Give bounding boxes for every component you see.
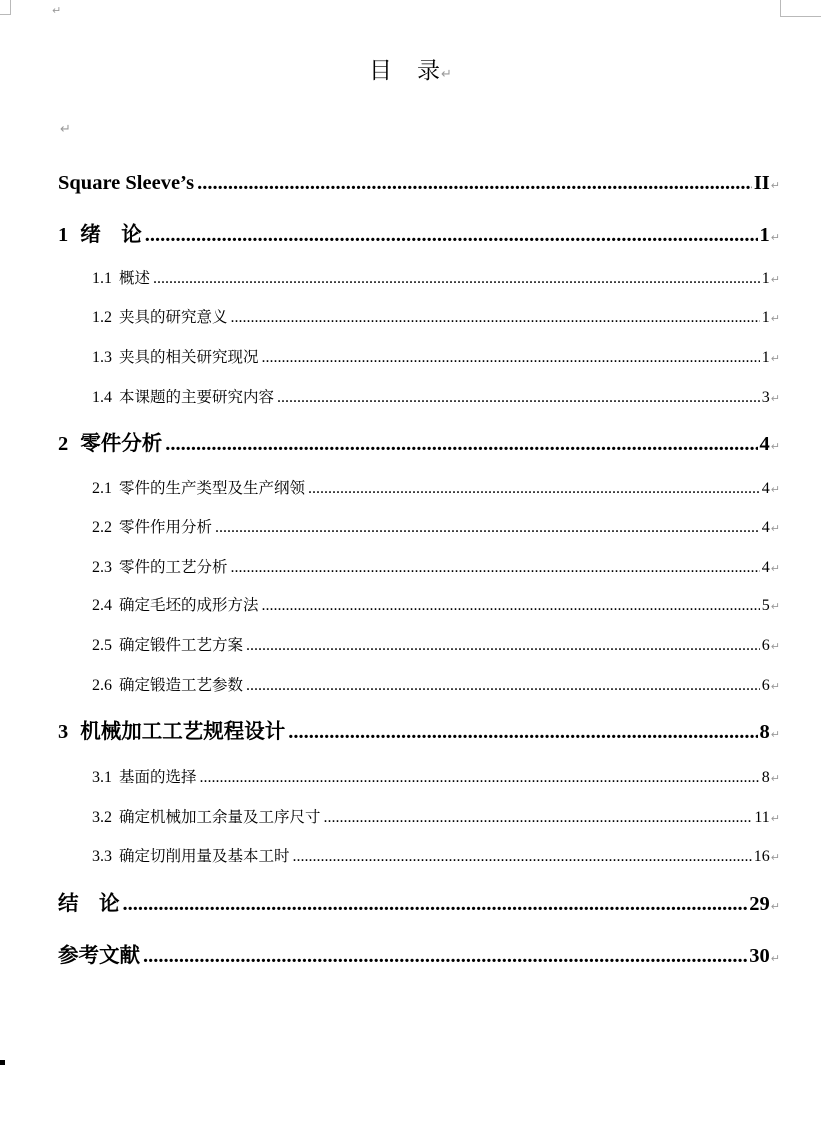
paragraph-mark: ↵ — [770, 231, 780, 244]
page-corner-top-right — [780, 0, 821, 17]
toc-entry[interactable] — [58, 722, 780, 743]
toc-entry-label: 概述 — [119, 269, 151, 287]
toc-entry[interactable] — [92, 481, 780, 497]
toc-leader-dots — [231, 560, 760, 576]
toc-entry-label: 参考文献 — [58, 945, 140, 967]
toc-entry-page: 6 — [761, 677, 770, 694]
toc-leader-dots — [262, 350, 760, 366]
toc-entry-number: 1.3 — [92, 349, 112, 366]
toc-entry[interactable] — [58, 434, 780, 455]
toc-entry[interactable] — [92, 810, 780, 826]
toc-entry-page: 4 — [759, 433, 770, 455]
paragraph-mark: ↵ — [770, 273, 780, 286]
toc-entry[interactable] — [92, 770, 780, 786]
toc-leader-dots — [246, 638, 760, 654]
paragraph-mark: ↵ — [770, 772, 780, 785]
toc-leader-dots — [143, 946, 747, 967]
toc-entry-label: 零件的工艺分析 — [119, 558, 228, 576]
paragraph-mark: ↵ — [770, 728, 780, 741]
toc-entry-number: 2.1 — [92, 480, 112, 497]
paragraph-mark: ↵ — [770, 483, 780, 496]
toc-leader-dots — [277, 390, 760, 406]
toc-entry-number: 2.4 — [92, 597, 112, 614]
toc-entry-label: 确定锻件工艺方案 — [119, 636, 244, 654]
toc-leader-dots — [262, 598, 760, 614]
paragraph-mark: ↵ — [60, 122, 71, 137]
toc-entry-number: 2.6 — [92, 677, 112, 694]
toc-entry-page: 4 — [761, 519, 770, 536]
toc-entry-page: 1 — [761, 349, 770, 366]
toc-entry[interactable] — [92, 678, 780, 694]
toc-entry[interactable] — [58, 946, 780, 967]
toc-entry-page: 8 — [761, 769, 770, 786]
toc-entry-number: 1.1 — [92, 270, 112, 287]
toc-leader-dots — [308, 481, 760, 497]
toc-leader-dots — [153, 271, 760, 287]
toc-entry-label: 零件作用分析 — [119, 518, 213, 536]
paragraph-mark: ↵ — [770, 312, 780, 325]
toc-entry[interactable] — [92, 390, 780, 406]
toc-entry-page: 29 — [749, 893, 770, 915]
toc-entry-page: 1 — [759, 224, 770, 246]
toc-entry[interactable] — [92, 638, 780, 654]
paragraph-mark: ↵ — [770, 562, 780, 575]
toc-entry-label: 确定毛坯的成形方法 — [119, 596, 259, 614]
toc-entry-page: II — [753, 172, 770, 194]
toc-leader-dots — [215, 520, 760, 536]
paragraph-mark: ↵ — [770, 392, 780, 405]
page-corner-top-left — [0, 0, 11, 15]
toc-entry-page: 3 — [761, 389, 770, 406]
toc-leader-dots — [145, 225, 758, 246]
paragraph-mark: ↵ — [770, 640, 780, 653]
toc-entry-page: 4 — [761, 480, 770, 497]
toc-entry-label: 零件分析 — [80, 433, 163, 455]
page-title-text: 目 录 — [369, 58, 442, 84]
toc-entry-page: 11 — [754, 809, 770, 826]
toc-entry-label: 确定切削用量及基本工时 — [119, 847, 290, 865]
toc-entry[interactable] — [58, 225, 780, 246]
toc-entry-label: 机械加工工艺规程设计 — [80, 721, 286, 743]
paragraph-mark: ↵ — [770, 851, 780, 864]
toc-entry-page: 8 — [759, 721, 770, 743]
toc-entry-page: 16 — [753, 848, 770, 865]
toc-entry-number: 3.3 — [92, 848, 112, 865]
paragraph-mark: ↵ — [770, 600, 780, 613]
paragraph-mark: ↵ — [770, 900, 780, 913]
toc-entry[interactable] — [92, 520, 780, 536]
toc-entry-number: 3.1 — [92, 769, 112, 786]
toc-entry-label: Square Sleeve’s — [58, 172, 195, 194]
toc-entry[interactable] — [92, 849, 780, 865]
page-title — [0, 52, 822, 85]
toc-leader-dots — [246, 678, 760, 694]
toc-entry-number: 2.2 — [92, 519, 112, 536]
toc-entry-page: 5 — [761, 597, 770, 614]
toc-entry-label: 确定锻造工艺参数 — [119, 676, 244, 694]
paragraph-mark: ↵ — [770, 522, 780, 535]
toc-entry-label: 结 论 — [58, 893, 120, 915]
toc-leader-dots — [200, 770, 760, 786]
toc-entry-number: 2 — [58, 433, 69, 455]
toc-entry[interactable] — [92, 560, 780, 576]
toc-entry-label: 本课题的主要研究内容 — [119, 388, 275, 406]
toc-entry-label: 确定机械加工余量及工序尺寸 — [119, 808, 321, 826]
toc-entry[interactable] — [92, 271, 780, 287]
toc-entry-number: 1.4 — [92, 389, 112, 406]
paragraph-mark: ↵ — [770, 952, 780, 965]
toc-entry[interactable] — [92, 598, 780, 614]
toc-entry-number: 2.5 — [92, 637, 112, 654]
toc-entry-label: 夹具的研究意义 — [119, 308, 228, 326]
toc-entry-label: 夹具的相关研究现况 — [119, 348, 259, 366]
toc-entry-page: 1 — [761, 270, 770, 287]
toc-entry-page: 30 — [749, 945, 770, 967]
toc-entry-number: 3.2 — [92, 809, 112, 826]
toc-leader-dots — [324, 810, 753, 826]
toc-leader-dots — [165, 434, 757, 455]
toc-entry-page: 4 — [761, 559, 770, 576]
toc-leader-dots — [231, 310, 760, 326]
paragraph-mark: ↵ — [770, 179, 780, 192]
toc-entry[interactable] — [92, 350, 780, 366]
toc-entry[interactable] — [92, 310, 780, 326]
toc-leader-dots — [288, 722, 757, 743]
page-marker — [0, 1060, 5, 1065]
toc-leader-dots — [197, 173, 752, 194]
paragraph-mark: ↵ — [770, 812, 780, 825]
toc-entry[interactable] — [58, 894, 780, 915]
toc-leader-dots — [123, 894, 748, 915]
paragraph-mark: ↵ — [770, 440, 780, 453]
paragraph-mark: ↵ — [770, 680, 780, 693]
toc-entry-number: 3 — [58, 721, 69, 743]
paragraph-mark: ↵ — [770, 352, 780, 365]
toc-entry-page: 1 — [761, 309, 770, 326]
toc-entry-number: 1 — [58, 224, 69, 246]
toc-entry-label: 基面的选择 — [119, 768, 197, 786]
toc-leader-dots — [293, 849, 752, 865]
toc-entry-page: 6 — [761, 637, 770, 654]
toc-entry-number: 1.2 — [92, 309, 112, 326]
paragraph-mark: ↵ — [441, 67, 453, 82]
toc-entry[interactable] — [58, 173, 780, 194]
paragraph-mark: ↵ — [52, 4, 62, 17]
toc-entry-number: 2.3 — [92, 559, 112, 576]
toc-entry-label: 绪 论 — [80, 224, 142, 246]
toc-entry-label: 零件的生产类型及生产纲领 — [119, 479, 306, 497]
